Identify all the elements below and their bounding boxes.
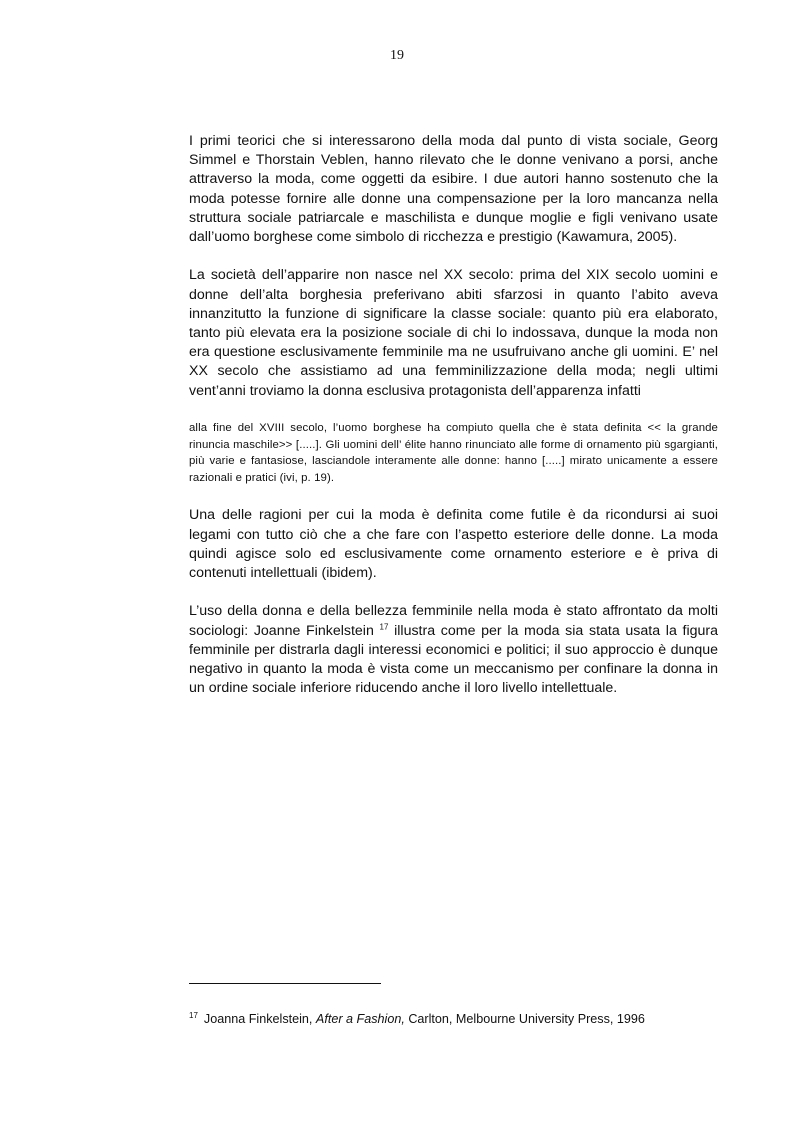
paragraph-finkelstein	[189, 602, 718, 698]
footnote-mark: 17	[189, 1010, 198, 1020]
footnote-title: After a Fashion,	[315, 1012, 405, 1026]
footnote-reference: 17	[379, 621, 389, 631]
paragraph-societa-apparire: La società dell’apparire non nasce nel XX secolo: prima del XIX secolo uomini e donne dell’alta borghesia preferivano abiti sfarzosi in quanto l’abito aveva innanzitutto la funzione di significare la classe sociale: quanto più era elaborato, tanto più elevata era la posizione sociale di chi lo indossava, dunque la moda non era questione esclusivamente femminile ma ne usufruivano anche gli uomini. E’ nel XX secolo che assistiamo ad una femminilizzazione della moda; negli ultimi vent’anni troviamo la donna esclusiva protagonista dell’apparenza infatti	[189, 267, 718, 399]
block-quote: alla fine del XVIII secolo, l’uomo borghese ha compiuto quella che è stata definita << la grande rinuncia maschile>> [.....]. Gli uomini dell’ élite hanno rinunciato alle forme di ornamento più sgargianti, più varie e fantasiose, lasciandole interamente alle donne: hanno [.....] mirato unicamente a essere razionali e pratici (ivi, p. 19).	[189, 422, 718, 484]
paragraph-finkelstein-text-start: L’uso della donna e della bellezza femminile nella moda è stato affrontato da molti sociologi: Joanne Finkelstein	[189, 603, 718, 639]
footnote	[189, 1011, 718, 1027]
footnote-author: Joanna Finkelstein,	[203, 1012, 313, 1026]
footnote-separator	[189, 983, 381, 984]
page-number: 19	[390, 48, 404, 63]
footnote-publisher: Carlton, Melbourne University Press, 1996	[404, 1012, 645, 1026]
document-body	[189, 132, 718, 718]
paragraph-simmel-veblen: I primi teorici che si interessarono della moda dal punto di vista sociale, Georg Simmel e Thorstain Veblen, hanno rilevato che le donne venivano a porsi, anche attraverso la moda, come oggetti da esibire. I due autori hanno sostenuto che la moda potesse fornire alle donne una compensazione per la loro mancanza nella struttura sociale patriarcale e maschilista e dunque moglie e figli venivano usate dall’uomo borghese come simbolo di ricchezza e prestigio (Kawamura, 2005).	[189, 133, 718, 246]
paragraph-moda-futile: Una delle ragioni per cui la moda è definita come futile è da ricondursi ai suoi legami con tutto ciò che a che fare con l’aspetto esteriore delle donne. La moda quindi agisce solo ed esclusivamente come ornamento esteriore e è priva di contenuti intellettuali (ibidem).	[189, 507, 718, 581]
paragraph-finkelstein-text-end: illustra come per la moda sia stata usata la figura femminile per distrarla dagli interessi economici e politici; il suo approccio è dunque negativo in quanto la moda è vista come un meccanismo per confinare la donna in un ordine sociale inferiore riducendo anche il loro livello intellettuale.	[189, 622, 718, 697]
